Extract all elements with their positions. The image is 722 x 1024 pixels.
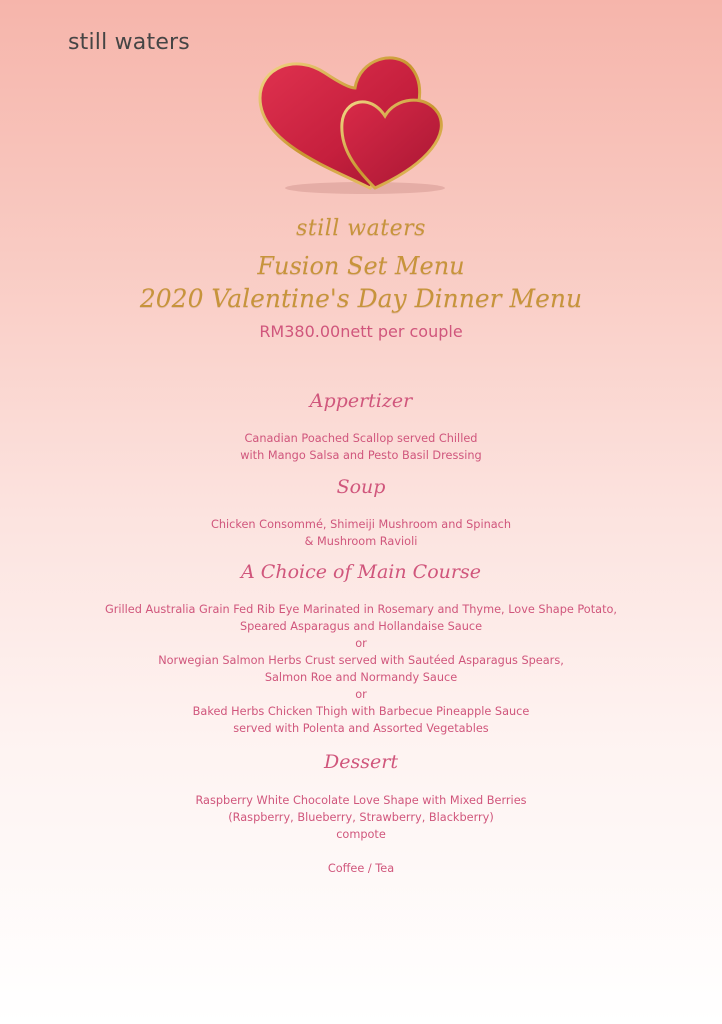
soup-items [0, 516, 722, 550]
menu-line: Coffee / Tea [327, 862, 395, 875]
menu-line: Baked Herbs Chicken Thigh with Barbecue Pineapple Sauce [192, 705, 530, 718]
menu-line: & Mushroom Ravioli [304, 535, 418, 548]
dessert-heading: Dessert [324, 751, 398, 773]
menu-line: Raspberry White Chocolate Love Shape with Mixed Berries [195, 794, 527, 807]
drinks-line [0, 860, 722, 877]
main-course-heading: A Choice of Main Course [241, 561, 481, 583]
two-hearts-icon [250, 48, 460, 198]
appetizer-heading: Appertizer [309, 390, 413, 412]
menu-title: Fusion Set Menu [257, 252, 465, 280]
menu-line: served with Polenta and Assorted Vegetables [233, 722, 489, 735]
brand-script-title: still waters [296, 216, 426, 241]
menu-line: Salmon Roe and Normandy Sauce [264, 671, 458, 684]
price-label: RM380.00nett per couple [259, 322, 463, 341]
menu-line: Speared Asparagus and Hollandaise Sauce [239, 620, 483, 633]
menu-subtitle: 2020 Valentine's Day Dinner Menu [139, 284, 583, 313]
appetizer-items [0, 430, 722, 464]
dessert-items [0, 792, 722, 843]
soup-heading: Soup [336, 476, 386, 498]
brand-logo-text: still waters [68, 30, 190, 55]
menu-line: or [355, 637, 367, 650]
menu-line: Canadian Poached Scallop served Chilled [244, 432, 478, 445]
menu-line: or [355, 688, 367, 701]
menu-line: with Mango Salsa and Pesto Basil Dressing [240, 449, 482, 462]
menu-line: Norwegian Salmon Herbs Crust served with Sautéed Asparagus Spears, [158, 654, 564, 667]
main-course-items [0, 601, 722, 737]
menu-line: Grilled Australia Grain Fed Rib Eye Marinated in Rosemary and Thyme, Love Shape Potato, [104, 603, 618, 616]
menu-line: (Raspberry, Blueberry, Strawberry, Blackberry) [228, 811, 494, 824]
menu-line: Chicken Consommé, Shimeiji Mushroom and Spinach [210, 518, 512, 531]
menu-line: compote [336, 828, 386, 841]
